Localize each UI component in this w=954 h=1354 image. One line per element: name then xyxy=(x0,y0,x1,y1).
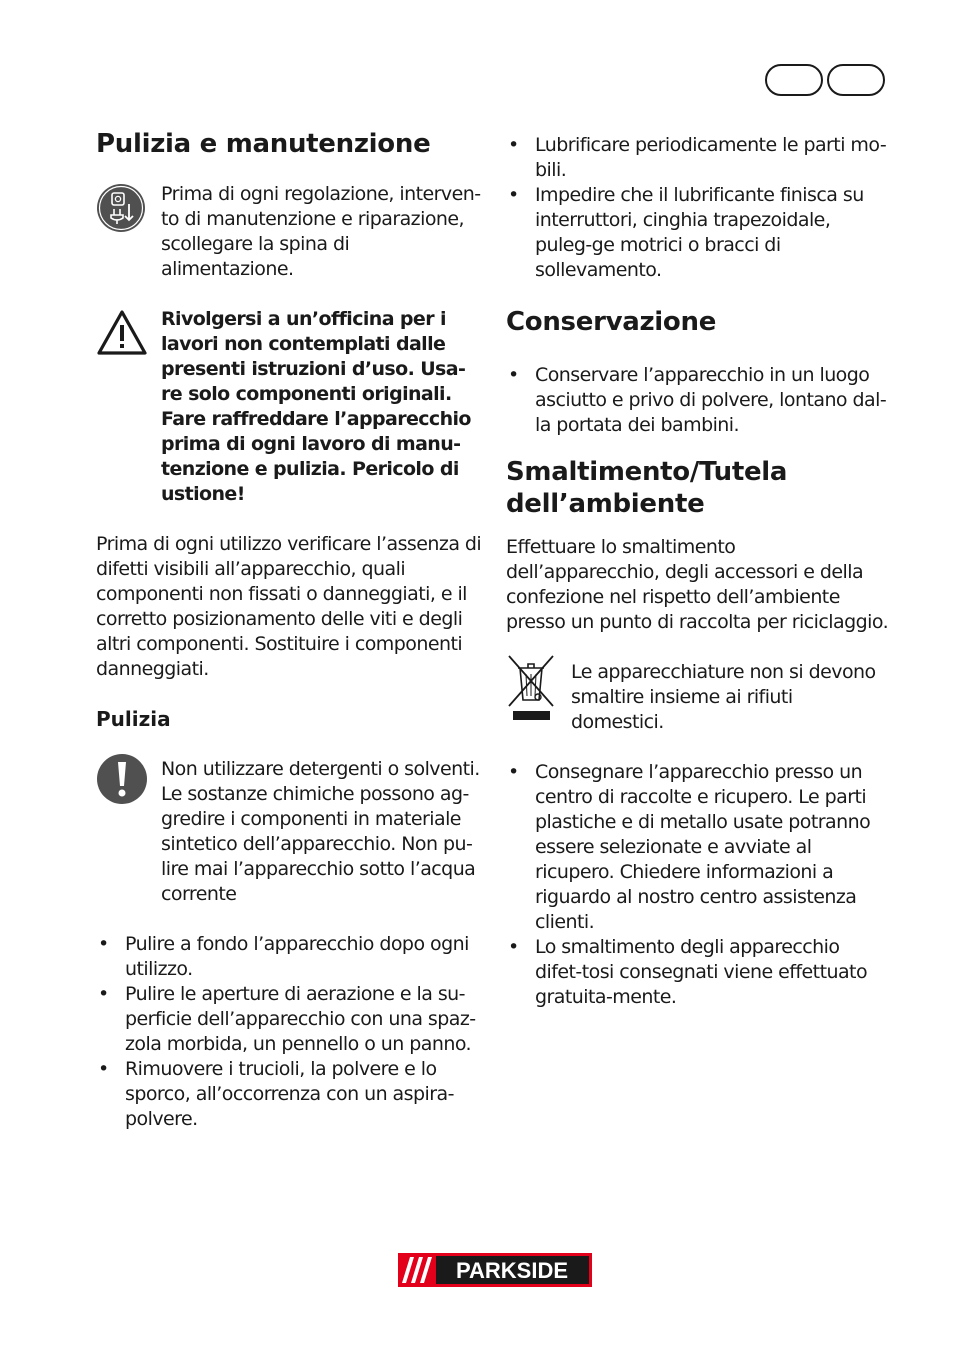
disposal-paragraph: Effettuare lo smaltimento dell’apparecchio, degli accessori e della confezione nel rispetto dell’ambiente presso un punto di raccolta per riciclaggio. xyxy=(506,536,889,633)
list-item: • Rimuovere i trucioli, la polvere e lo sporco, all’occorrenza con un aspira-polvere. xyxy=(96,1057,482,1132)
maintenance-bullet-list xyxy=(506,133,890,283)
disposal-title-line1: Smaltimento/Tutela xyxy=(506,457,788,487)
section-title-disposal xyxy=(506,456,890,520)
exclamation-icon xyxy=(96,753,148,805)
list-item: • Lo smaltimento degli apparecchio difet-tosi consegnati viene effettuato gratuita-mente. xyxy=(506,935,890,1010)
storage-bullet-list xyxy=(506,363,890,438)
language-badge xyxy=(827,64,885,96)
weee-notice xyxy=(506,660,890,735)
unplug-icon xyxy=(96,182,146,234)
unplug-note: Prima di ogni regolazione, interven-to di manutenzione e riparazione, scollegare la spina di alimentazione. xyxy=(161,183,481,280)
warning-text: Rivolgersi a un’officina per i lavori non contemplati dalle presenti istruzioni d’uso. Usa-re solo componenti originali. Fare raffreddare l’apparecchio prima di ogni lavoro di manu-tenzione e pulizia. Pericolo di ustione! xyxy=(161,308,471,505)
language-badge xyxy=(765,64,823,96)
list-item: • Impedire che il lubrificante finisca su interruttori, cinghia trapezoidale, puleg-ge motrici o bracci di sollevamento. xyxy=(506,183,890,283)
list-item: • Conservare l’apparecchio in un luogo asciutto e privo di polvere, lontano dal-la portata dei bambini. xyxy=(506,363,890,438)
subsection-title-cleaning: Pulizia xyxy=(96,707,171,731)
weee-note: Le apparecchiature non si devono smaltire insieme ai rifiuti domestici. xyxy=(571,661,876,733)
warning-notice xyxy=(96,307,482,507)
crossed-bin-icon xyxy=(506,652,556,724)
unplug-notice xyxy=(96,182,482,282)
disposal-title-line2: dell’ambiente xyxy=(506,489,705,519)
right-column xyxy=(506,133,890,1010)
cleaning-note: Non utilizzare detergenti o solventi. Le sostanze chimiche possono ag-gredire i componenti in materiale sintetico dell’apparecchio. Non pu-lire mai l’apparecchio sotto l’acqua corrente xyxy=(161,758,480,905)
language-badges xyxy=(765,64,889,98)
disposal-bullet-list xyxy=(506,760,890,1010)
list-item: • Pulire le aperture di aerazione e la su-perficie dell’apparecchio con una spaz-zola morbida, un pennello o un panno. xyxy=(96,982,482,1057)
parkside-logo xyxy=(398,1253,592,1287)
cleaning-notice xyxy=(96,757,482,907)
warning-triangle-icon xyxy=(96,309,148,357)
list-item: • Consegnare l’apparecchio presso un centro di raccolte e ricupero. Le parti plastiche e di metallo usate potranno essere selezionate e avviate al ricupero. Chiedere informazioni a riguardo al nostro centro assistenza clienti. xyxy=(506,760,890,935)
list-item: • Pulire a fondo l’apparecchio dopo ogni utilizzo. xyxy=(96,932,482,982)
brand-name: PARKSIDE xyxy=(455,1258,569,1283)
cleaning-bullet-list xyxy=(96,932,482,1132)
left-column xyxy=(96,128,482,1132)
list-item: • Lubrificare periodicamente le parti mo-bili. xyxy=(506,133,890,183)
section-title-storage: Conservazione xyxy=(506,307,717,337)
check-paragraph: Prima di ogni utilizzo verificare l’assenza di difetti visibili all’apparecchio, quali componenti non fissati o danneggiati, e il corretto posizionamento delle viti e degli altri componenti. Sostituire i componenti danneggiati. xyxy=(96,533,482,680)
section-title-maintenance: Pulizia e manutenzione xyxy=(96,129,431,159)
